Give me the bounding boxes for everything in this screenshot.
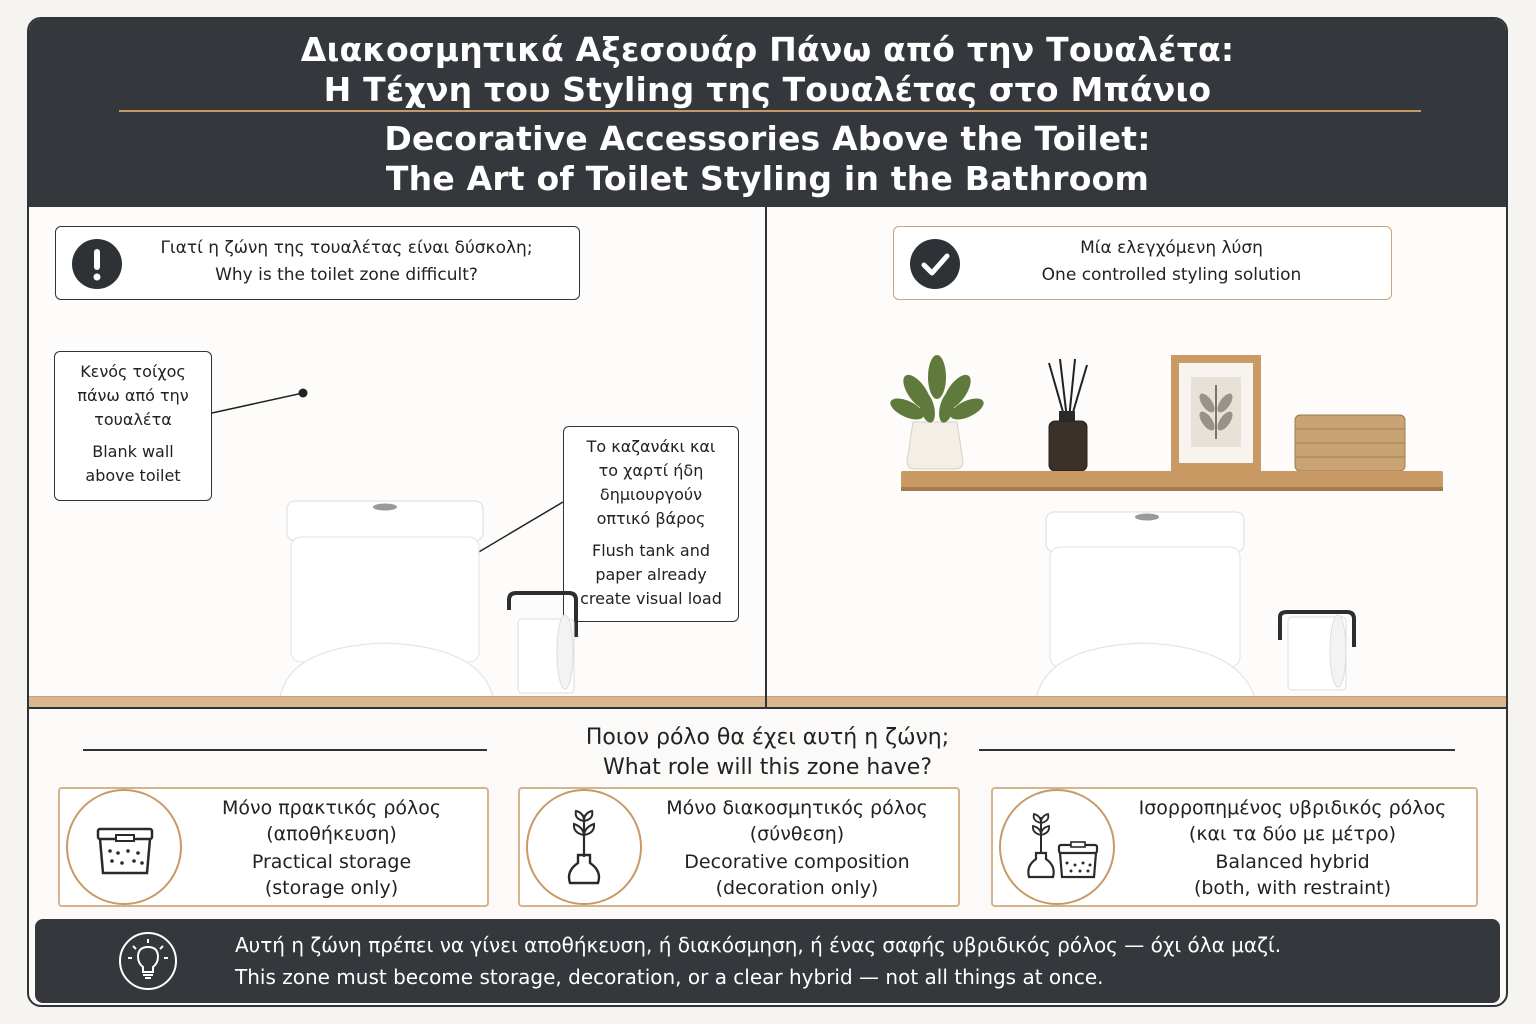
role-card-decorative-english: [644, 849, 950, 901]
problem-question-greek: Γιατί η ζώνη της τουαλέτας είναι δύσκολη;: [160, 238, 533, 258]
footer-greek: Αυτή η ζώνη πρέπει να γίνει αποθήκευση, ή διακόσμηση, ή ένας σαφής υβριδικός ρόλος — όχι όλα μαζί.: [235, 933, 1282, 957]
role-card-hybrid-english-2: (both, with restraint): [1193, 877, 1392, 899]
role-card-storage-english-1: Practical storage: [251, 851, 412, 873]
blank-wall-note-english-2: above toilet: [85, 466, 181, 485]
solution-greek: Μία ελεγχόμενη λύση: [1080, 238, 1263, 258]
role-card-hybrid-english-1: Balanced hybrid: [1215, 851, 1370, 873]
role-card-storage-english: [184, 849, 479, 901]
solution-english: One controlled styling solution: [1041, 265, 1302, 285]
role-card-storage: [58, 787, 489, 907]
role-card-decorative-english-1: Decorative composition: [684, 851, 910, 873]
solution-panel: [767, 207, 1508, 707]
role-card-decorative-english-2: (decoration only): [715, 877, 879, 899]
footer-english: This zone must become storage, decoration, or a clear hybrid — not all things at once.: [235, 965, 1104, 989]
role-question: [29, 723, 1506, 783]
role-card-hybrid-greek-2: (και τα δύο με μέτρο): [1188, 823, 1397, 845]
title-english-line-1: Decorative Accessories Above the Toilet:: [384, 119, 1151, 158]
blank-wall-note-greek-2: πάνω από την: [77, 386, 189, 405]
flush-tank-note-greek-4: οπτικό βάρος: [596, 509, 706, 528]
right-styled-illustration: [767, 207, 1508, 707]
title-english: [29, 119, 1506, 199]
plant-vase-icon: [526, 789, 642, 905]
vase-and-basket-icon: [999, 789, 1115, 905]
flush-tank-note-english-2: paper already: [595, 565, 707, 584]
left-toilet-illustration: [29, 207, 765, 707]
right-floor-strip: [767, 696, 1508, 707]
role-card-decorative-greek-1: Μόνο διακοσμητικός ρόλος: [666, 797, 928, 819]
role-card-decorative: [518, 787, 960, 907]
flush-tank-note-greek-3: δημιουργούν: [599, 485, 703, 504]
flush-tank-note-english-1: Flush tank and: [591, 541, 711, 560]
role-card-storage-greek-1: Μόνο πρακτικός ρόλος: [221, 797, 442, 819]
flush-tank-note-greek-2: το χαρτί ήδη: [598, 461, 704, 480]
problem-question-english: Why is the toilet zone difficult?: [215, 265, 478, 285]
potted-plant-icon: [887, 355, 986, 469]
title-english-line-2: The Art of Toilet Styling in the Bathroom: [385, 159, 1150, 198]
left-floor-strip: [29, 696, 765, 707]
reed-diffuser-icon: [1049, 359, 1087, 471]
role-card-decorative-greek-2: (σύνθεση): [749, 823, 845, 845]
title-greek-line-2: Η Τέχνη του Styling της Τουαλέτας στο Μπάνιο: [323, 70, 1212, 109]
role-card-hybrid-greek-1: Ισορροπημένος υβριδικός ρόλος: [1138, 797, 1447, 819]
role-card-hybrid-english: [1117, 849, 1468, 901]
title-divider: [119, 110, 1421, 112]
wicker-basket-icon: [1295, 415, 1405, 471]
blank-wall-note-greek-3: τουαλέτα: [94, 410, 172, 429]
role-card-storage-english-2: (storage only): [264, 877, 399, 899]
footer-banner: [35, 919, 1500, 1003]
role-card-storage-greek-2: (αποθήκευση): [266, 823, 397, 845]
role-card-decorative-greek: [644, 795, 950, 847]
section-divider: [29, 707, 1506, 709]
flush-tank-note-english-3: create visual load: [580, 589, 722, 608]
role-question-greek: Ποιον ρόλο θα έχει αυτή η ζώνη;: [585, 725, 950, 750]
storage-basket-icon: [66, 789, 182, 905]
flush-tank-note-greek-1: Το καζανάκι και: [586, 437, 716, 456]
framed-leaf-art-icon: [1171, 355, 1261, 471]
title-greek-line-1: Διακοσμητικά Αξεσουάρ Πάνω από την Τουαλέτα:: [300, 30, 1235, 69]
blank-wall-note-greek-1: Κενός τοίχος: [80, 362, 186, 381]
problem-panel: [29, 207, 765, 707]
blank-wall-note-english-1: Blank wall: [92, 442, 174, 461]
lightbulb-icon: [119, 932, 177, 990]
role-card-hybrid-greek: [1117, 795, 1468, 847]
infographic-frame: [27, 17, 1508, 1007]
role-card-hybrid: [991, 787, 1478, 907]
role-question-english: What role will this zone have?: [602, 755, 933, 780]
title-greek: [29, 30, 1506, 110]
header-banner: [29, 19, 1506, 207]
role-card-storage-greek: [184, 795, 479, 847]
